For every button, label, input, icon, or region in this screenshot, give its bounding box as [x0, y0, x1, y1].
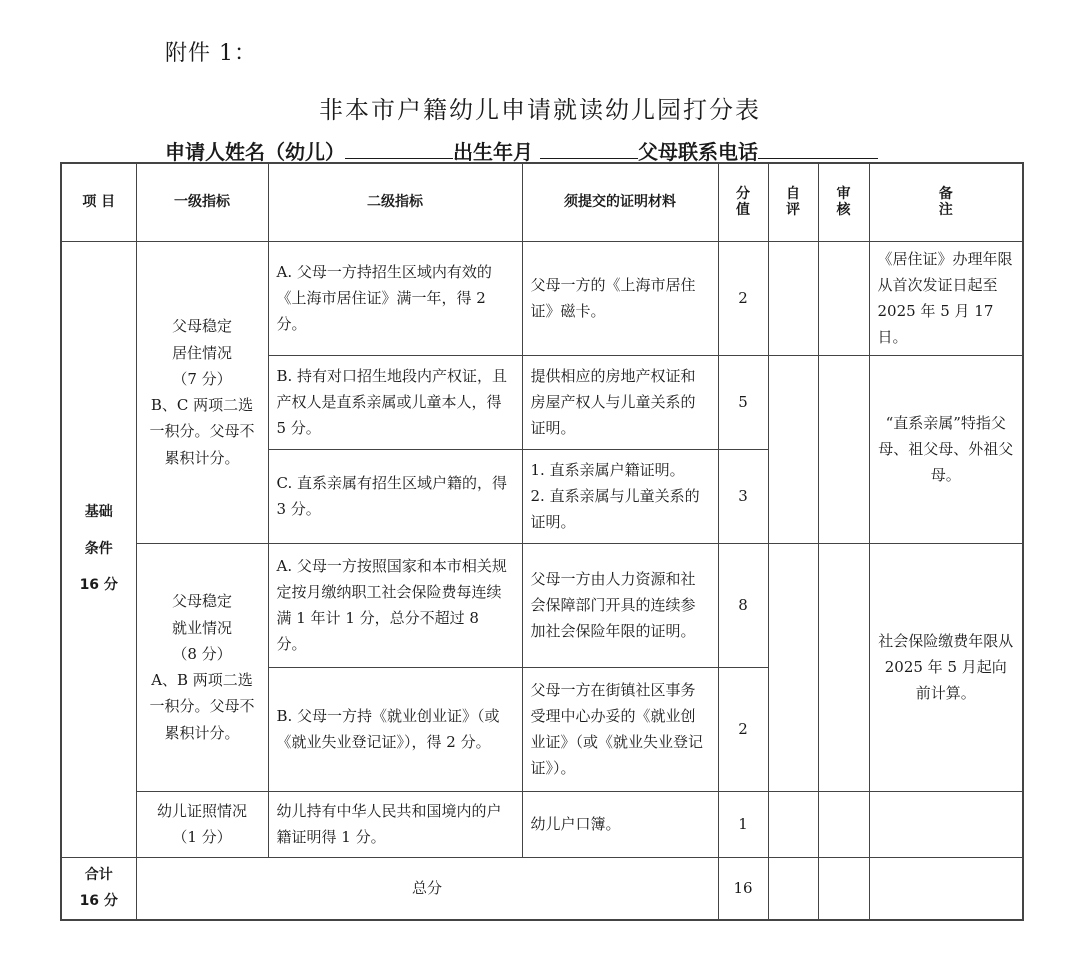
materials-cell: 幼儿户口簿。: [522, 791, 718, 857]
page-title: 非本市户籍幼儿申请就读幼儿园打分表: [319, 96, 761, 124]
remark-cell: “直系亲属”特指父母、祖父母、外祖父母。: [869, 355, 1023, 543]
self-eval-cell[interactable]: [768, 857, 818, 920]
score-cell: 2: [718, 667, 768, 791]
applicant-info-line: [165, 136, 878, 165]
criterion-cell: B. 父母一方持《就业创业证》（或《就业失业登记证》），得 2 分。: [268, 667, 522, 791]
criterion-cell: 幼儿持有中华人民共和国境内的户籍证明得 1 分。: [268, 791, 522, 857]
table-row: [61, 241, 1023, 355]
header-remark: 备注: [869, 163, 1023, 241]
applicant-name-label: 申请人姓名（幼儿）: [165, 140, 345, 164]
header-self-eval: 自评: [768, 163, 818, 241]
parent-phone-blank[interactable]: [758, 138, 878, 159]
total-score-cell: 16: [718, 857, 768, 920]
self-eval-cell[interactable]: [768, 355, 818, 543]
materials-cell: 父母一方由人力资源和社会保障部门开具的连续参加社会保险年限的证明。: [522, 543, 718, 667]
self-eval-cell[interactable]: [768, 791, 818, 857]
criterion-cell: A. 父母一方按照国家和本市相关规定按月缴纳职工社会保险费每连续满 1 年计 1 分，总分不超过 8 分。: [268, 543, 522, 667]
materials-cell: 1. 直系亲属户籍证明。 2. 直系亲属与儿童关系的证明。: [522, 449, 718, 543]
score-cell: 1: [718, 791, 768, 857]
attachment-label: 附件 1：: [165, 41, 257, 66]
table-row: [61, 543, 1023, 667]
score-cell: 8: [718, 543, 768, 667]
criterion-cell: B. 持有对口招生地段内产权证，且产权人是直系亲属或儿童本人，得 5 分。: [268, 355, 522, 449]
materials-cell: 提供相应的房地产权证和房屋产权人与儿童关系的证明。: [522, 355, 718, 449]
remark-cell: [869, 791, 1023, 857]
table-header-row: [61, 163, 1023, 241]
self-eval-cell[interactable]: [768, 543, 818, 791]
review-cell[interactable]: [818, 355, 869, 543]
basic-section-cell: 基础 条件 16 分: [61, 241, 136, 857]
review-cell[interactable]: [818, 543, 869, 791]
total-text-cell: 总分: [136, 857, 718, 920]
criterion-cell: A. 父母一方持招生区域内有效的《上海市居住证》满一年，得 2 分。: [268, 241, 522, 355]
certificate-group-cell: 幼儿证照情况 （1 分）: [136, 791, 268, 857]
self-eval-cell[interactable]: [768, 241, 818, 355]
birth-date-blank[interactable]: [540, 138, 638, 159]
header-level1: 一级指标: [136, 163, 268, 241]
review-cell[interactable]: [818, 791, 869, 857]
header-item: 项 目: [61, 163, 136, 241]
employment-group-cell: 父母稳定 就业情况 （8 分） A、B 两项二选一积分。父母不累积计分。: [136, 543, 268, 791]
review-cell[interactable]: [818, 857, 869, 920]
total-row: [61, 857, 1023, 920]
remark-cell: [869, 857, 1023, 920]
header-materials: 须提交的证明材料: [522, 163, 718, 241]
applicant-name-blank[interactable]: [345, 138, 453, 159]
review-cell[interactable]: [818, 241, 869, 355]
score-cell: 5: [718, 355, 768, 449]
header-score: 分值: [718, 163, 768, 241]
total-label-cell: 合计 16 分: [61, 857, 136, 920]
criterion-cell: C. 直系亲属有招生区域户籍的，得 3 分。: [268, 449, 522, 543]
residence-group-cell: 父母稳定 居住情况 （7 分） B、C 两项二选一积分。父母不累积计分。: [136, 241, 268, 543]
header-level2: 二级指标: [268, 163, 522, 241]
header-review: 审核: [818, 163, 869, 241]
scoring-table: [60, 162, 1024, 921]
remark-cell: 《居住证》办理年限从首次发证日起至 2025 年 5 月 17 日。: [869, 241, 1023, 355]
materials-cell: 父母一方的《上海市居住证》磁卡。: [522, 241, 718, 355]
score-cell: 3: [718, 449, 768, 543]
parent-phone-label: 父母联系电话: [637, 140, 758, 164]
score-cell: 2: [718, 241, 768, 355]
birth-date-label: 出生年月: [453, 140, 533, 164]
materials-cell: 父母一方在街镇社区事务受理中心办妥的《就业创业证》（或《就业失业登记证》）。: [522, 667, 718, 791]
remark-cell: 社会保险缴费年限从 2025 年 5 月起向前计算。: [869, 543, 1023, 791]
table-row: [61, 791, 1023, 857]
